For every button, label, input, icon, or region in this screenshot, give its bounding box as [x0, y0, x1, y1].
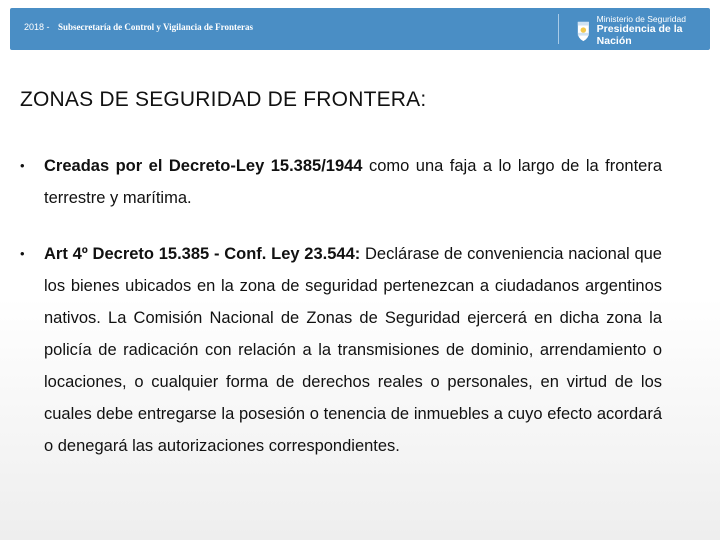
bullet-bold-text: Art 4º Decreto 15.385 - Conf. Ley 23.544:	[44, 245, 361, 263]
ministry-text	[597, 15, 710, 47]
bullet-icon: •	[20, 246, 25, 261]
bullet-icon: •	[20, 158, 25, 173]
bullet-text: Declárase de conveniencia nacional que los bienes ubicados en la zona de seguridad pertenezcan a ciudadanos argentinos nativos. La Comisión Nacional de Zonas de Seguridad ejercerá en dicha zona la policía de radicación con relación a la transmisiones de dominio, arrendamiento o locaciones, o cualquier forma de derechos reales o personales, en virtud de los cuales debe entregarse la posesión o tenencia de inmuebles a cuyo efecto acordará o denegará las autorizaciones correspondientes.	[44, 245, 662, 455]
slide-content	[20, 150, 662, 486]
bullet-bold-text: Creadas por el Decreto-Ley 15.385/1944	[44, 157, 363, 175]
header-subsecretaria: Subsecretaría de Control y Vigilancia de Fronteras	[58, 22, 253, 32]
argentina-shield-icon	[576, 19, 591, 43]
ministry-logo	[576, 15, 710, 47]
ministry-name: Ministerio de Seguridad	[596, 14, 686, 24]
bullet-item	[20, 238, 662, 462]
slide-title: ZONAS DE SEGURIDAD DE FRONTERA:	[20, 88, 427, 111]
header-divider	[558, 14, 559, 44]
presidency-name: Presidencia de la Nación	[596, 23, 683, 47]
bullet-item	[20, 150, 662, 214]
header-year: 2018 -	[24, 22, 50, 32]
bullet-text: como una faja a lo largo de la frontera terrestre y marítima.	[44, 157, 662, 207]
header-bar	[10, 8, 710, 50]
